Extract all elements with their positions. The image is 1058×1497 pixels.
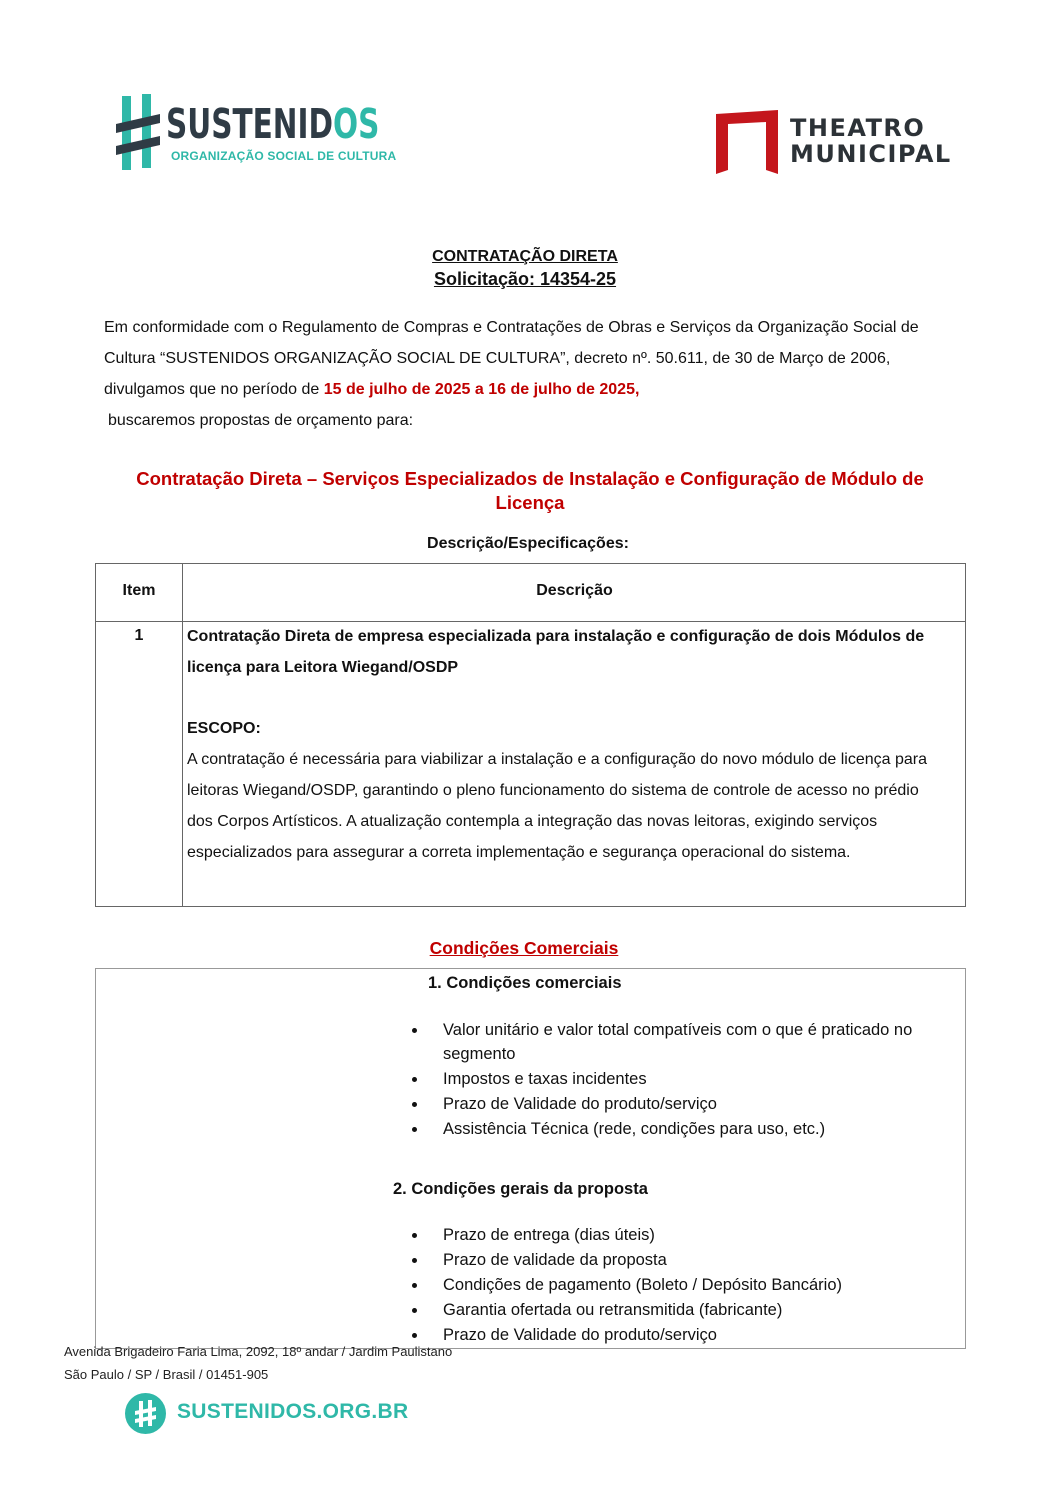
column-header-item: Item: [122, 582, 156, 599]
table-cell-item: 1: [134, 627, 144, 644]
solicitation-number: Solicitação: 14354-25: [433, 269, 617, 289]
theatro-arch-icon: [716, 110, 778, 174]
conditions-title: Condições Comerciais: [429, 938, 619, 958]
intro-paragraph: [104, 312, 964, 436]
list-item: Garantia ofertada ou retransmitida (fabricante): [401, 1298, 961, 1322]
conditions-heading-1: 1. Condições comerciais: [428, 974, 622, 992]
bullet-icon: [412, 1283, 417, 1288]
spec-table: [95, 563, 966, 907]
conditions-box: [95, 968, 966, 1349]
sustenidos-tagline: ORGANIZAÇÃO SOCIAL DE CULTURA: [171, 149, 397, 163]
list-item: Prazo de entrega (dias úteis): [401, 1223, 961, 1247]
list-item: Valor unitário e valor total compatíveis com o que é praticado no segmento: [401, 1018, 961, 1066]
intro-closing: buscaremos propostas de orçamento para:: [108, 412, 414, 429]
bullet-icon: [412, 1233, 417, 1238]
bullet-icon: [412, 1127, 417, 1132]
hashtag-logo-icon: [116, 94, 160, 170]
scope-text: A contratação é necessária para viabilizar a instalação e a configuração do novo módulo de licença para leitoras Wiegand/OSDP, garantindo o pleno funcionamento do sistema de controle de acesso no prédio dos Corpos Artísticos. A atualização contempla a integração das novas leitoras, exigindo serviços especializados para assegurar a correta implementação e segurança operacional do sistema.: [187, 751, 928, 861]
conditions-heading-2: 2. Condições gerais da proposta: [393, 1180, 648, 1198]
conditions-list-1: [401, 1018, 961, 1142]
column-header-description: Descrição: [536, 582, 613, 599]
theatro-municipal-logo: [716, 108, 956, 174]
list-item: Impostos e taxas incidentes: [401, 1067, 961, 1091]
bullet-icon: [412, 1028, 417, 1033]
theatro-line-1: THEATRO: [790, 114, 926, 142]
table-cell-description: [187, 621, 947, 868]
bullet-icon: [412, 1258, 417, 1263]
list-item: Assistência Técnica (rede, condições para uso, etc.): [401, 1117, 961, 1141]
scope-label: ESCOPO:: [187, 720, 261, 737]
list-item: Prazo de validade da proposta: [401, 1248, 961, 1272]
bullet-icon: [412, 1333, 417, 1338]
spec-label: Descrição/Especificações:: [427, 535, 629, 552]
footer-address-line-2: São Paulo / SP / Brasil / 01451-905: [64, 1367, 269, 1382]
table-divider: [182, 564, 183, 906]
theatro-line-2: MUNICIPAL: [790, 140, 952, 168]
list-item: Prazo de Validade do produto/serviço: [401, 1092, 961, 1116]
footer-website-logo: [125, 1393, 409, 1435]
list-item: Condições de pagamento (Boleto / Depósito Bancário): [401, 1273, 961, 1297]
document-title: CONTRATAÇÃO DIRETA: [432, 248, 618, 265]
intro-period: 15 de julho de 2025 a 16 de julho de 2025,: [323, 381, 640, 398]
section-title: Contratação Direta – Serviços Especializados de Instalação e Configuração de Módulo de Licença: [136, 468, 924, 513]
bullet-icon: [412, 1102, 417, 1107]
hashtag-circle-icon: [125, 1393, 166, 1434]
item-title: Contratação Direta de empresa especializada para instalação e configuração de dois Módulos de licença para Leitora Wiegand/OSDP: [187, 628, 925, 676]
bullet-icon: [412, 1077, 417, 1082]
sustenidos-logo: [116, 94, 397, 172]
bullet-icon: [412, 1308, 417, 1313]
sustenidos-wordmark: SUSTENIDOS: [166, 100, 380, 148]
footer-address-line-1: Avenida Brigadeiro Faria Lima, 2092, 18º andar / Jardim Paulistano: [64, 1344, 453, 1359]
conditions-list-2: [401, 1223, 961, 1348]
footer-website[interactable]: SUSTENIDOS.ORG.BR: [177, 1400, 409, 1423]
intro-text: Em conformidade com o Regulamento de Compras e Contratações de Obras e Serviços da Organização Social de Cultura “SUSTENIDOS ORGANIZAÇÃO SOCIAL DE CULTURA”, decreto nº. 50.611, de 30 de Março de 2006, divulgamos que no período de: [104, 319, 919, 398]
list-item: Prazo de Validade do produto/serviço: [401, 1323, 961, 1347]
